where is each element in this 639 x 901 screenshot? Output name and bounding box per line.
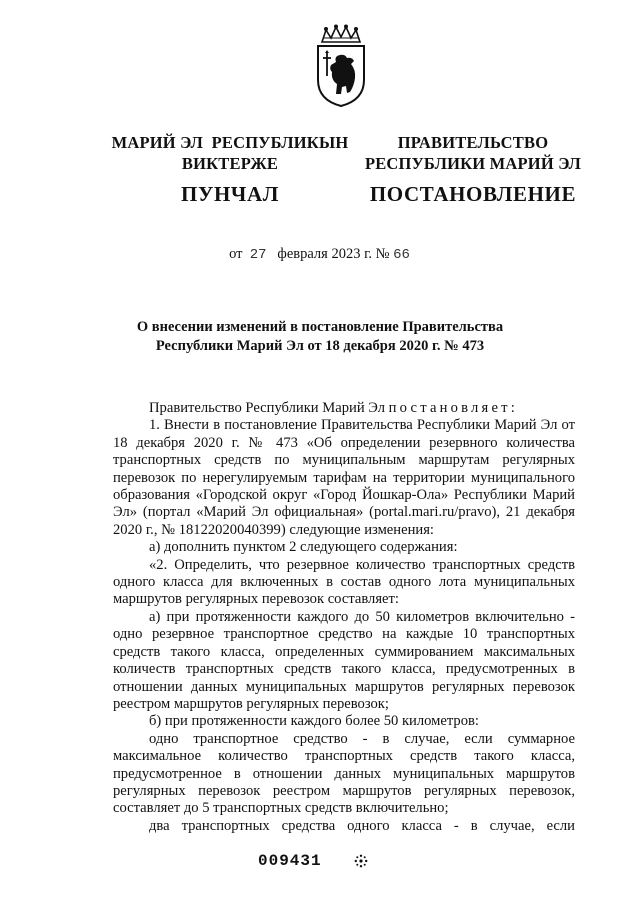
document-body bbox=[113, 400, 575, 835]
header-right-doc-type: ПОСТАНОВЛЕНИЕ bbox=[369, 182, 577, 206]
paragraph-6: одно транспортное средство - в случае, если суммарное максимальное количество транспортных средств такого класса, предусмотренное в отношении данных муниципальных маршрутов регулярных перевозок реестром маршрутов регулярных перевозок, составляет до 5 транспортных средств включительно; bbox=[113, 730, 575, 817]
intro-verb: постановляет: bbox=[388, 400, 518, 416]
header-right bbox=[328, 132, 618, 207]
paragraph-7: два транспортных средства одного класса - в случае, если bbox=[149, 817, 575, 834]
document-title bbox=[60, 318, 580, 356]
date-prefix: от bbox=[229, 246, 243, 262]
document-number: 66 bbox=[393, 247, 410, 263]
title-line1: О внесении изменений в постановление Правительства bbox=[136, 319, 504, 335]
date-month-year: февраля 2023 г. № bbox=[277, 246, 390, 262]
paragraph-2: а) дополнить пунктом 2 следующего содержания: bbox=[149, 539, 458, 556]
paragraph-1: 1. Внести в постановление Правительства Республики Марий Эл от 18 декабря 2020 г. № 473 «Об определении резервного количества транспортных средств по муниципальным маршрутам регулярных перевозок по нерегулируемым тарифам на территории муниципального образования «Городской округ «Город Йошкар-Ола» Республики Марий Эл» (портал «Марий Эл официальная» (portal.mari.ru/pravo), 21 декабря 2020 г., № 18122020040399) следующие изменения: bbox=[113, 417, 575, 538]
header-left-doc-type: ПУНЧАЛ bbox=[181, 182, 279, 206]
title-line2: Республики Марий Эл от 18 декабря 2020 г. № 473 bbox=[155, 338, 485, 354]
coat-of-arms-icon bbox=[314, 24, 368, 108]
paragraph-3: «2. Определить, что резервное количество транспортных средств одного класса для включенных в состав одного лота муниципальных маршрутов регулярных перевозок составляет: bbox=[113, 556, 575, 608]
header-right-line1: ПРАВИТЕЛЬСТВО bbox=[397, 133, 549, 152]
date-line bbox=[0, 246, 639, 263]
paragraph-5: б) при протяженности каждого более 50 километров: bbox=[149, 713, 479, 730]
form-serial-number: 009431 bbox=[258, 852, 322, 870]
header-left-line1: МАРИЙ ЭЛ РЕСПУБЛИКЫН bbox=[111, 133, 349, 152]
header-right-line2: РЕСПУБЛИКИ МАРИЙ ЭЛ bbox=[364, 154, 582, 173]
date-day: 27 bbox=[249, 247, 267, 263]
intro-paragraph bbox=[113, 400, 575, 417]
intro-subject: Правительство Республики Марий Эл bbox=[149, 400, 386, 416]
paragraph-4: а) при протяженности каждого до 50 километров включительно - одно резервное транспортное средство на каждые 10 транспортных средств такого класса, определенных суммированием максимальных количеств транспортных средств такого класса, предусмотренных в отношении данных муниципальных маршрутов регулярных перевозок реестром маршрутов регулярных перевозок; bbox=[113, 608, 575, 712]
header-left-line2: ВИКТЕРЖЕ bbox=[181, 154, 279, 173]
ornament-icon bbox=[354, 854, 368, 868]
